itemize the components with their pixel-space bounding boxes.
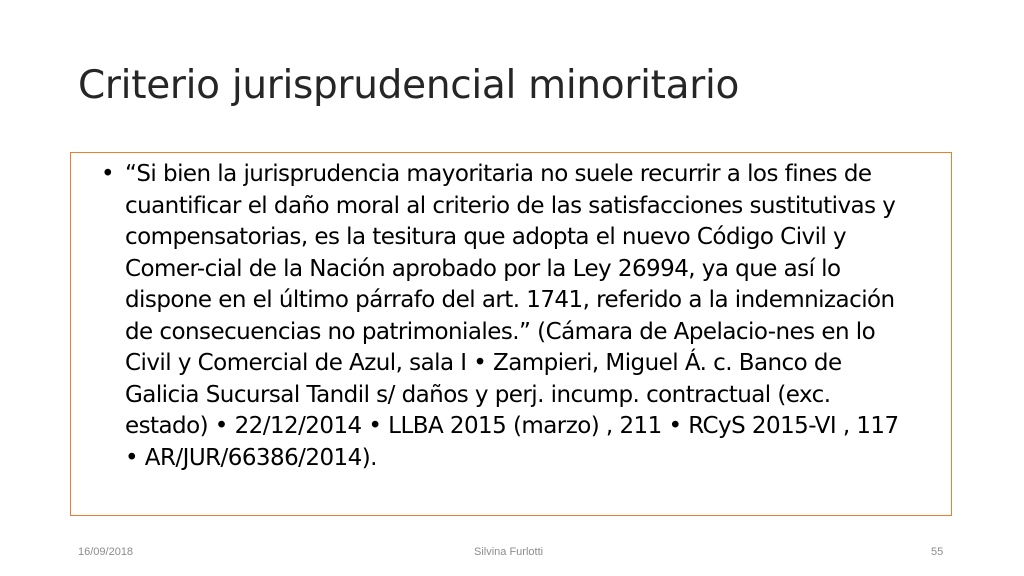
bullet-marker: •: [101, 161, 115, 187]
footer-date: 16/09/2018: [78, 546, 134, 558]
footer-page-number: 55: [931, 546, 944, 558]
bullet-text: “Si bien la jurisprudencia mayoritaria no suele recurrir a los fines de cuantificar el daño moral al criterio de las satisfacciones sustitutivas y compensatorias, es la tesitura que adopta el nuevo Código Civil y Comer-cial de la Nación aprobado por la Ley 26994, ya que así lo dispone en el último párrafo del art. 1741, referido a la indemnización de consecuencias no patrimoniales.” (Cámara de Apelacio-nes en lo Civil y Comercial de Azul, sala I • Zampieri, Miguel Á. c. Banco de Galicia Sucursal Tandil s/ daños y perj. incump. contractual (exc. estado) • 22/12/2014 • LLBA 2015 (marzo) , 211 • RCyS 2015-VI , 117 • AR/JUR/66386/2014).: [125, 161, 899, 471]
footer-author: Silvina Furlotti: [474, 546, 544, 558]
content-box: [70, 152, 952, 516]
slide-title: Criterio jurisprudencial minoritario: [78, 63, 740, 108]
